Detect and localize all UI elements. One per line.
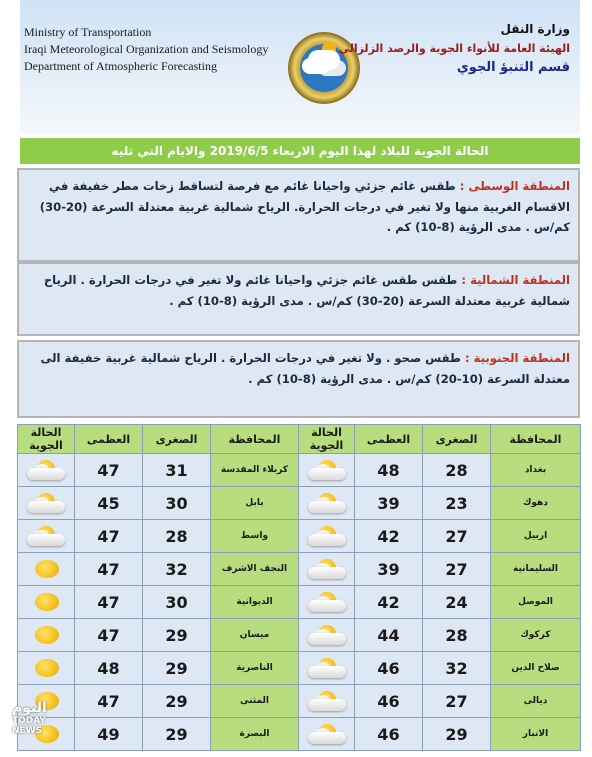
region-name: المنطقة الوسطى : <box>459 179 570 193</box>
weather-table <box>17 424 581 751</box>
max-temp-cell: 47 <box>75 520 143 553</box>
province-cell: النجف الاشرف <box>211 553 299 586</box>
province-cell: دهوك <box>491 487 581 520</box>
weather-icon-cell <box>299 487 355 520</box>
max-temp-cell: 46 <box>355 718 423 751</box>
partly-cloudy-icon <box>304 492 350 514</box>
min-temp-cell: 32 <box>423 652 491 685</box>
logo-cloud-icon <box>308 50 340 70</box>
partly-cloudy-icon <box>23 492 69 514</box>
department-name-en: Department of Atmospheric Forecasting <box>24 59 217 73</box>
min-temp-cell: 23 <box>423 487 491 520</box>
forecast-banner: الحالة الجوية للبلاد لهذا اليوم الاربعاء 2019/6/5 والايام التي تليه <box>20 138 580 164</box>
min-temp-cell: 29 <box>143 718 211 751</box>
min-temp-cell: 29 <box>143 652 211 685</box>
region-text: طقس صحو . ولا تغير في درجات الحرارة . الرياح شمالية غربية خفيفة الى معتدلة السرعة (10-20) كم/س . مدى الرؤية (8-10) كم . <box>40 351 570 386</box>
province-cell: كركوك <box>491 619 581 652</box>
column-header: الصغرى <box>143 425 211 454</box>
province-cell: ميسان <box>211 619 299 652</box>
organization-name-ar: الهيئة العامة للأنواء الجوية والرصد الزلزالي <box>338 42 570 55</box>
province-cell: ديالى <box>491 685 581 718</box>
weather-icon-cell <box>299 553 355 586</box>
partly-cloudy-icon <box>304 459 350 481</box>
partly-cloudy-icon <box>304 723 350 745</box>
min-temp-cell: 29 <box>423 718 491 751</box>
max-temp-cell: 42 <box>355 586 423 619</box>
weather-icon-cell <box>18 586 75 619</box>
watermark-en: TODAY NEWS <box>12 716 46 736</box>
column-header: الحالة الجوية <box>299 425 355 454</box>
partly-cloudy-icon <box>304 624 350 646</box>
page-header <box>20 0 580 134</box>
sunny-icon <box>23 657 69 679</box>
partly-cloudy-icon <box>304 690 350 712</box>
province-cell: بغداد <box>491 454 581 487</box>
province-cell: المثنى <box>211 685 299 718</box>
table-row <box>18 454 581 487</box>
min-temp-cell: 29 <box>143 619 211 652</box>
sunny-icon <box>23 624 69 646</box>
province-cell: السليمانية <box>491 553 581 586</box>
region-name: المنطقة الشمالية : <box>461 273 570 287</box>
watermark-ar: اليوم <box>12 700 47 716</box>
max-temp-cell: 47 <box>75 685 143 718</box>
max-temp-cell: 47 <box>75 553 143 586</box>
weather-icon-cell <box>18 487 75 520</box>
province-cell: الديوانية <box>211 586 299 619</box>
min-temp-cell: 28 <box>143 520 211 553</box>
weather-icon-cell <box>299 520 355 553</box>
column-header: العظمى <box>355 425 423 454</box>
column-header: الصغرى <box>423 425 491 454</box>
region-name: المنطقة الجنوبية : <box>464 351 570 365</box>
min-temp-cell: 27 <box>423 685 491 718</box>
max-temp-cell: 39 <box>355 553 423 586</box>
province-cell: الموصل <box>491 586 581 619</box>
region-central <box>17 168 580 262</box>
weather-icon-cell <box>299 718 355 751</box>
region-text: طقس طقس غائم جزئي واحيانا غائم ولا تغير في درجات الحرارة . الرياح شمالية غربية معتدلة السرعة (20-30) كم/س . مدى الرؤية (8-10) كم . <box>43 273 570 308</box>
max-temp-cell: 44 <box>355 619 423 652</box>
min-temp-cell: 27 <box>423 553 491 586</box>
department-name-ar: قسم التنبؤ الجوي <box>456 60 570 75</box>
organization-name-en: Iraqi Meteorological Organization and Seismology <box>24 42 269 56</box>
partly-cloudy-icon <box>23 459 69 481</box>
max-temp-cell: 45 <box>75 487 143 520</box>
ministry-name-en: Ministry of Transportation <box>24 25 152 39</box>
ministry-name-ar: وزارة النقل <box>500 22 570 36</box>
province-cell: الناصرية <box>211 652 299 685</box>
region-northern <box>17 262 580 336</box>
min-temp-cell: 27 <box>423 520 491 553</box>
max-temp-cell: 39 <box>355 487 423 520</box>
column-header: العظمى <box>75 425 143 454</box>
partly-cloudy-icon <box>304 591 350 613</box>
column-header: المحافظة <box>211 425 299 454</box>
province-cell: بابل <box>211 487 299 520</box>
max-temp-cell: 48 <box>355 454 423 487</box>
table-row <box>18 553 581 586</box>
min-temp-cell: 24 <box>423 586 491 619</box>
header-arabic <box>339 20 570 77</box>
max-temp-cell: 48 <box>75 652 143 685</box>
region-southern <box>17 340 580 418</box>
min-temp-cell: 30 <box>143 487 211 520</box>
max-temp-cell: 47 <box>75 619 143 652</box>
watermark <box>12 700 72 750</box>
province-cell: البصرة <box>211 718 299 751</box>
weather-icon-cell <box>18 619 75 652</box>
province-cell: كربلاء المقدسة <box>211 454 299 487</box>
table-row <box>18 520 581 553</box>
max-temp-cell: 47 <box>75 586 143 619</box>
region-text: طقس غائم جزئي واحيانا غائم مع فرصة لتساقط زخات مطر خفيفة في الاقسام الغربية منها ولا تغير في درجات الحرارة. الرياح شمالية غربية معتدلة السرعة (20-30) كم/س . مدى الرؤية (8-10) كم . <box>39 179 570 234</box>
weather-icon-cell <box>18 520 75 553</box>
header-english <box>24 24 268 75</box>
max-temp-cell: 49 <box>75 718 143 751</box>
partly-cloudy-icon <box>304 558 350 580</box>
max-temp-cell: 46 <box>355 685 423 718</box>
min-temp-cell: 31 <box>143 454 211 487</box>
weather-icon-cell <box>299 454 355 487</box>
column-header: المحافظة <box>491 425 581 454</box>
partly-cloudy-icon <box>23 525 69 547</box>
sunny-icon <box>23 558 69 580</box>
weather-icon-cell <box>299 652 355 685</box>
table-header-row <box>18 425 581 454</box>
province-cell: واسط <box>211 520 299 553</box>
weather-icon-cell <box>299 619 355 652</box>
partly-cloudy-icon <box>304 657 350 679</box>
min-temp-cell: 29 <box>143 685 211 718</box>
weather-icon-cell <box>18 454 75 487</box>
weather-icon-cell <box>18 553 75 586</box>
max-temp-cell: 42 <box>355 520 423 553</box>
weather-icon-cell <box>299 586 355 619</box>
province-cell: اربيل <box>491 520 581 553</box>
column-header: الحالة الجوية <box>18 425 75 454</box>
max-temp-cell: 46 <box>355 652 423 685</box>
table-row <box>18 619 581 652</box>
partly-cloudy-icon <box>304 525 350 547</box>
province-cell: صلاح الدين <box>491 652 581 685</box>
sunny-icon <box>23 591 69 613</box>
table-row <box>18 718 581 751</box>
table-row <box>18 685 581 718</box>
province-cell: الانبار <box>491 718 581 751</box>
table-row <box>18 487 581 520</box>
table-row <box>18 586 581 619</box>
max-temp-cell: 47 <box>75 454 143 487</box>
weather-icon-cell <box>299 685 355 718</box>
min-temp-cell: 28 <box>423 454 491 487</box>
table-row <box>18 652 581 685</box>
min-temp-cell: 32 <box>143 553 211 586</box>
min-temp-cell: 30 <box>143 586 211 619</box>
weather-icon-cell <box>18 652 75 685</box>
min-temp-cell: 28 <box>423 619 491 652</box>
